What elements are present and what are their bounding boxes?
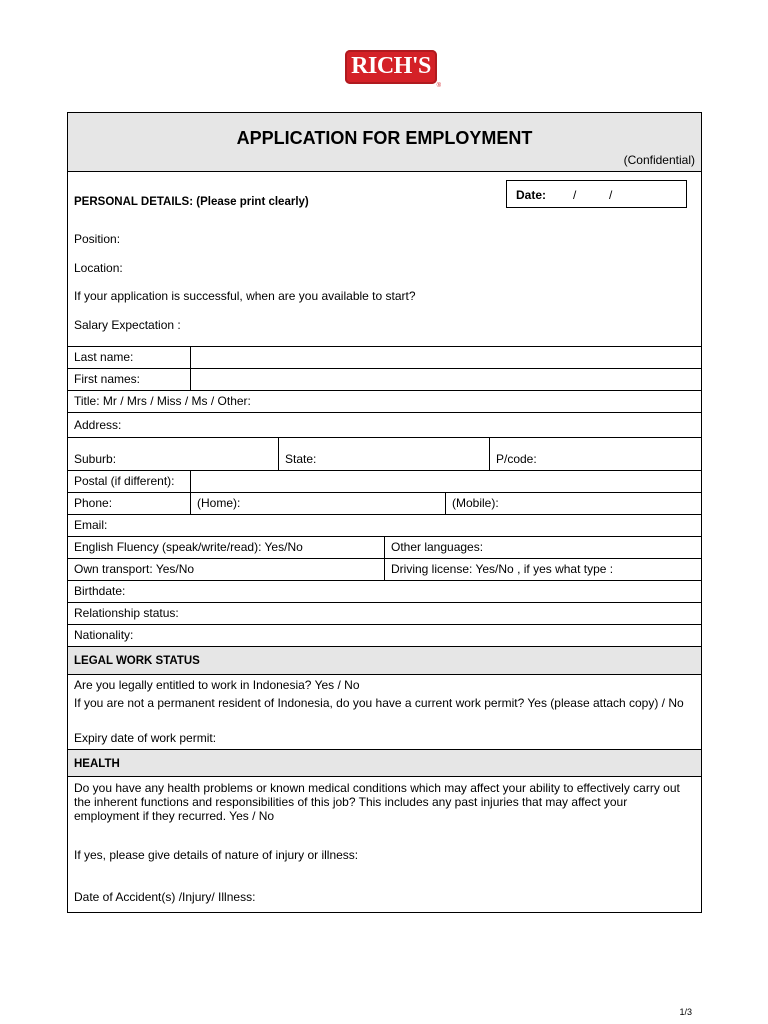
row-divider <box>68 437 701 438</box>
relationship-status-label: Relationship status: <box>74 606 179 620</box>
logo-text: RICH'S <box>351 53 431 79</box>
suburb-label: Suburb: <box>74 452 117 466</box>
confidential-note: (Confidential) <box>623 153 695 167</box>
legal-section-band <box>68 647 701 674</box>
row-divider <box>68 624 701 625</box>
permit-expiry-label: Expiry date of work permit: <box>74 731 217 745</box>
health-section-heading: HEALTH <box>74 758 120 770</box>
row-divider <box>68 776 701 777</box>
row-divider <box>68 470 701 471</box>
accident-date-label: Date of Accident(s) /Injury/ Illness: <box>74 890 256 904</box>
first-names-label: First names: <box>74 372 141 386</box>
row-divider <box>68 492 701 493</box>
row-divider <box>68 602 701 603</box>
row-divider <box>68 412 701 413</box>
driving-license-label: Driving license: Yes/No , if yes what type : <box>391 562 614 576</box>
row-divider <box>68 368 701 369</box>
column-divider <box>445 492 446 514</box>
own-transport-label: Own transport: Yes/No <box>74 562 195 576</box>
injury-details-label: If yes, please give details of nature of injury or illness: <box>74 848 359 862</box>
column-divider <box>190 346 191 390</box>
date-label: Date: <box>516 188 547 202</box>
address-label: Address: <box>74 418 122 432</box>
row-divider <box>68 390 701 391</box>
row-divider <box>68 580 701 581</box>
date-separator: / <box>573 188 577 202</box>
health-conditions-question: Do you have any health problems or known medical conditions which may affect your ability to effectively carry out the inherent functions and responsibilities of this job? This includes any past injuries that may affect your employment if they recurred. Yes / No <box>74 781 680 823</box>
employment-form <box>67 112 702 913</box>
date-separator: / <box>609 188 613 202</box>
column-divider <box>489 437 490 470</box>
work-permit-question: If you are not a permanent resident of Indonesia, do you have a current work permit? Yes (please attach copy) / No <box>74 696 684 710</box>
location-field[interactable]: Location: <box>74 261 123 275</box>
form-header <box>68 113 701 172</box>
position-field[interactable]: Position: <box>74 232 121 246</box>
phone-label: Phone: <box>74 496 113 510</box>
page-number: 1/3 <box>679 1007 692 1017</box>
nationality-label: Nationality: <box>74 628 134 642</box>
row-divider <box>68 674 701 675</box>
email-label: Email: <box>74 518 108 532</box>
registered-mark: ® <box>436 83 441 89</box>
column-divider <box>384 536 385 580</box>
mobile-phone-label: (Mobile): <box>452 496 499 510</box>
title-label: Title: Mr / Mrs / Miss / Ms / Other: <box>74 394 251 408</box>
pcode-label: P/code: <box>496 452 537 466</box>
column-divider <box>278 437 279 470</box>
row-divider <box>68 514 701 515</box>
row-divider <box>68 346 701 347</box>
english-fluency-label: English Fluency (speak/write/read): Yes/No <box>74 540 303 554</box>
home-phone-label: (Home): <box>197 496 241 510</box>
personal-details-heading: PERSONAL DETAILS: (Please print clearly) <box>74 196 309 208</box>
company-logo <box>345 50 441 88</box>
birthdate-label: Birthdate: <box>74 584 126 598</box>
legal-section-heading: LEGAL WORK STATUS <box>74 655 200 667</box>
form-title: APPLICATION FOR EMPLOYMENT <box>236 128 533 148</box>
other-languages-label: Other languages: <box>391 540 484 554</box>
salary-field[interactable]: Salary Expectation : <box>74 318 181 332</box>
column-divider <box>190 470 191 514</box>
postal-label: Postal (if different): <box>74 474 175 488</box>
legal-entitlement-question: Are you legally entitled to work in Indonesia? Yes / No <box>74 678 360 692</box>
state-label: State: <box>285 452 317 466</box>
date-field[interactable] <box>506 180 687 208</box>
availability-field[interactable]: If your application is successful, when are you available to start? <box>74 289 416 303</box>
last-name-label: Last name: <box>74 350 134 364</box>
health-section-band <box>68 750 701 776</box>
